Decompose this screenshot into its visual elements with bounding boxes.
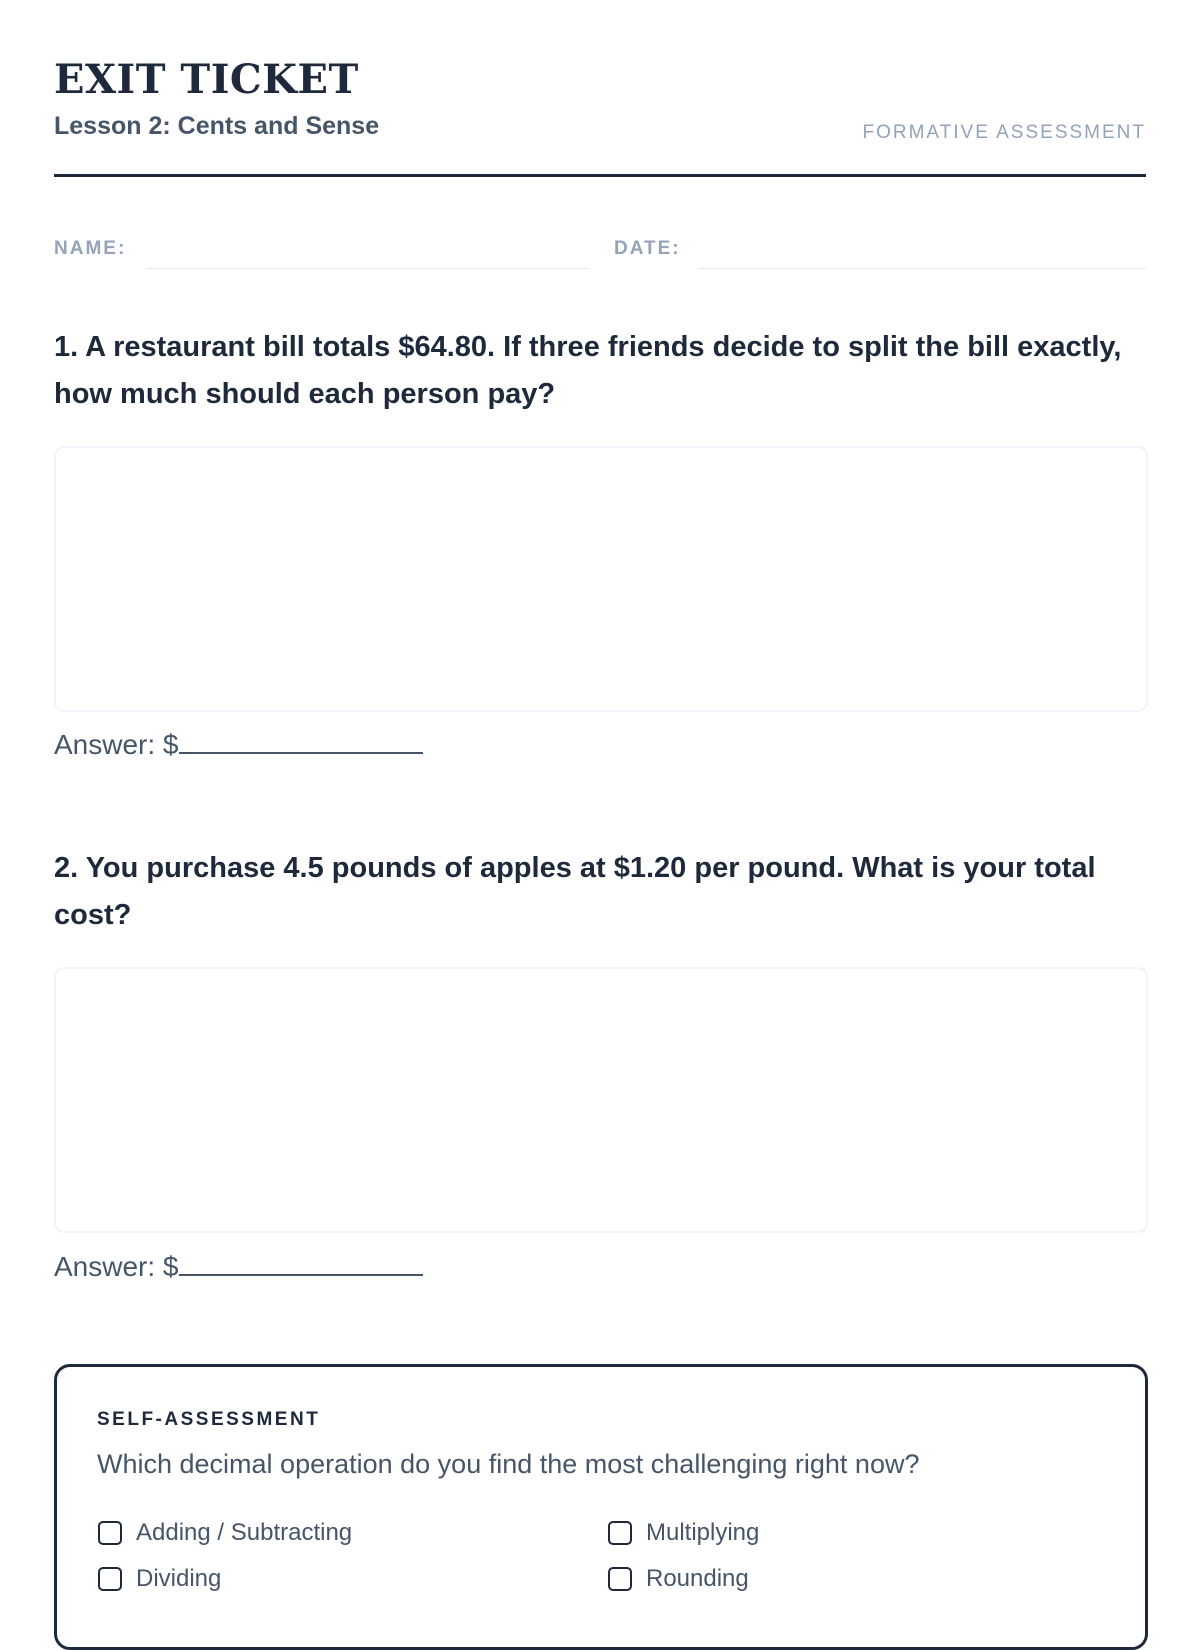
date-label: DATE: [614,238,681,259]
name-label: NAME: [54,238,127,259]
self-assessment-prompt: Which decimal operation do you find the most challenging right now? [97,1449,920,1479]
answer-blank-1[interactable] [179,728,423,754]
name-field[interactable] [146,268,588,269]
answer-label-1: Answer: $ [54,729,179,760]
header-divider [54,174,1146,177]
question-1: 1. A restaurant bill totals $64.80. If three friends decide to split the bill exactly, how much should each person pay? [54,331,1122,410]
question-2: 2. You purchase 4.5 pounds of apples at $1.20 per pound. What is your total cost? [54,852,1096,931]
answer-label-2: Answer: $ [54,1251,179,1282]
option-label: Rounding [646,1565,749,1592]
answer-line-1[interactable] [54,728,423,761]
work-area-2[interactable] [54,967,1148,1233]
option-label: Multiplying [646,1519,760,1546]
answer-line-2[interactable] [54,1250,423,1283]
checkbox[interactable] [98,1567,122,1591]
date-field[interactable] [698,268,1146,269]
option-adding-subtracting[interactable] [98,1519,352,1547]
option-label: Adding / Subtracting [136,1519,353,1546]
assessment-tag: FORMATIVE ASSESSMENT [862,122,1146,143]
option-rounding[interactable] [608,1565,749,1593]
answer-blank-2[interactable] [179,1250,423,1276]
lesson-subtitle: Lesson 2: Cents and Sense [54,112,380,140]
self-assessment-title: SELF-ASSESSMENT [97,1409,321,1430]
checkbox[interactable] [608,1567,632,1591]
option-label: Dividing [136,1565,222,1592]
self-assessment-card [54,1364,1148,1650]
work-area-1[interactable] [54,446,1148,712]
page-title: EXIT TICKET [54,56,359,103]
checkbox[interactable] [98,1521,122,1545]
option-dividing[interactable] [98,1565,221,1593]
checkbox[interactable] [608,1521,632,1545]
option-multiplying[interactable] [608,1519,759,1547]
